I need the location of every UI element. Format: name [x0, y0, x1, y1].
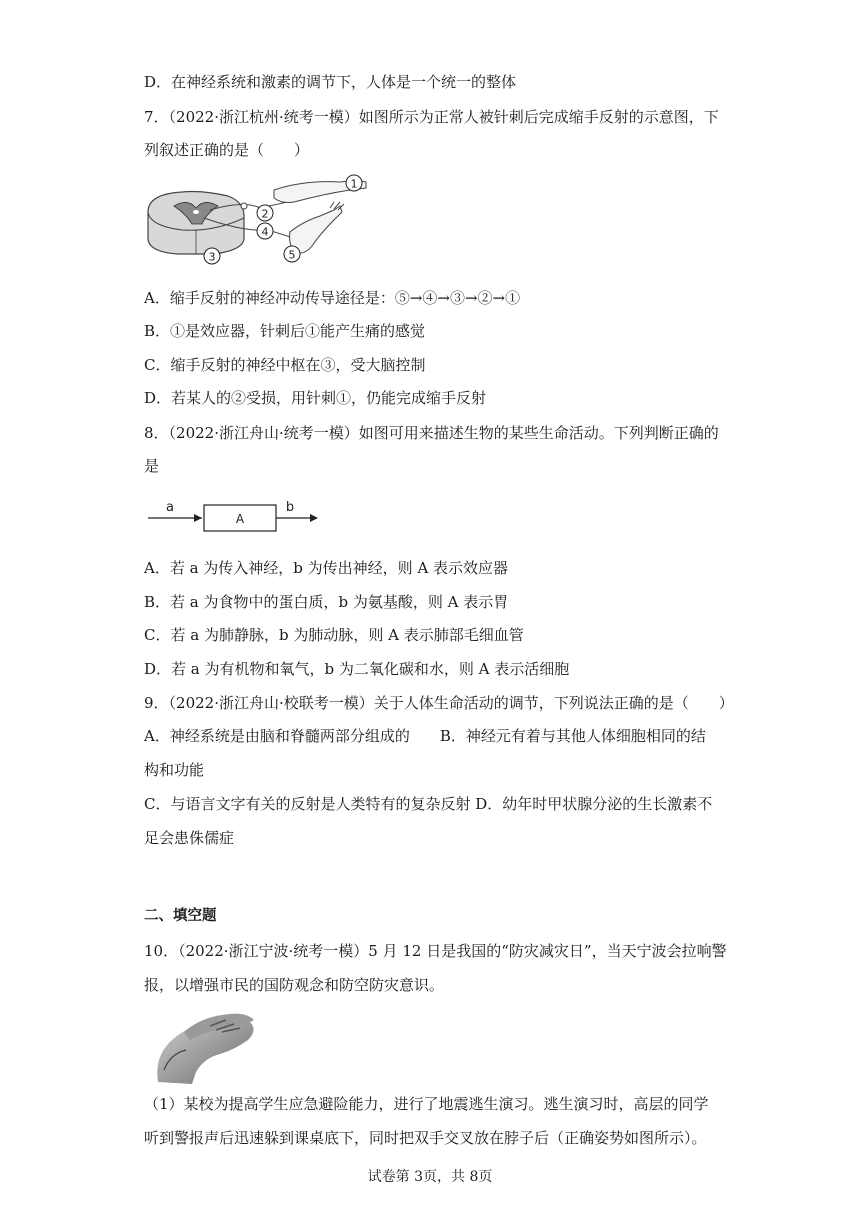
q10-stem-line-2: 报，以增强市民的国防观念和防空防灾意识。 — [144, 976, 445, 994]
q7-stem-line-2: 列叙述正确的是（ ） — [144, 141, 310, 159]
svg-text:2: 2 — [261, 207, 269, 221]
process-box-figure — [144, 496, 324, 536]
q9-options-line-3: C．与语言文字有关的反射是人类特有的复杂反射 D．幼年时甲状腺分泌的生长激素不 — [144, 795, 713, 813]
figure-label-a: a — [166, 500, 174, 515]
figure-label-4 — [257, 223, 273, 239]
figure-label-2 — [257, 205, 273, 221]
q9-stem: 9．（2022·浙江舟山·校联考一模）关于人体生命活动的调节，下列说法正确的是（ ） — [144, 694, 734, 712]
section-title-fill-in: 二、填空题 — [144, 908, 217, 924]
input-arrowhead — [194, 514, 202, 522]
q9-options-line-2: 构和功能 — [144, 761, 205, 779]
q9-options-line-1: A．神经系统是由脑和脊髓两部分组成的 B．神经元有着与其他人体细胞相同的结 — [144, 727, 706, 745]
q8-option-c: C．若 a 为肺静脉，b 为肺动脉，则 A 表示肺部毛细血管 — [144, 626, 524, 644]
svg-text:5: 5 — [288, 248, 296, 262]
q8-option-b: B．若 a 为食物中的蛋白质，b 为氨基酸，则 A 表示胃 — [144, 593, 509, 611]
output-arrowhead — [310, 514, 318, 522]
q10-sub1-line-2: 听到警报声后迅速躲到课桌底下，同时把双手交叉放在脖子后（正确姿势如图所示）。 — [144, 1129, 707, 1147]
q8-option-a: A．若 a 为传入神经，b 为传出神经，则 A 表示效应器 — [144, 559, 509, 577]
posture-photo — [150, 1010, 260, 1086]
figure-label-5 — [284, 246, 300, 262]
page-footer: 试卷第 3页，共 8页 — [367, 1169, 493, 1185]
q9-options-line-4: 足会患侏儒症 — [144, 829, 235, 847]
q6-option-d: D．在神经系统和激素的调节下，人体是一个统一的整体 — [144, 73, 517, 91]
reflex-arc-figure — [144, 172, 384, 268]
figure-label-box: A — [235, 512, 245, 526]
q10-stem-line-1: 10．（2022·浙江宁波·统考一模）5 月 12 日是我国的“防灾减灾日”，当天宁波会拉响警 — [144, 942, 727, 960]
q8-stem-line-2: 是 — [144, 457, 160, 475]
q8-option-d: D．若 a 为有机物和氧气，b 为二氧化碳和水，则 A 表示活细胞 — [144, 660, 570, 678]
q7-option-c: C．缩手反射的神经中枢在③，受大脑控制 — [144, 356, 426, 374]
figure-label-b: b — [285, 500, 295, 515]
svg-text:3: 3 — [208, 250, 216, 264]
figure-label-1 — [346, 175, 362, 191]
q7-option-a: A．缩手反射的神经冲动传导途径是：⑤→④→③→②→① — [144, 289, 521, 307]
spinal-cord-illustration — [148, 192, 244, 255]
q10-sub1-line-1: （1）某校为提高学生应急避险能力，进行了地震逃生演习。逃生演习时，高层的同学 — [144, 1095, 709, 1113]
q7-option-d: D．若某人的②受损，用针刺①，仍能完成缩手反射 — [144, 389, 487, 407]
q7-stem-line-1: 7．（2022·浙江杭州·统考一模）如图所示为正常人被针刺后完成缩手反射的示意图，下 — [144, 108, 719, 126]
figure-label-3 — [204, 248, 220, 264]
q7-option-b: B．①是效应器，针刺后①能产生痛的感觉 — [144, 322, 426, 340]
svg-text:4: 4 — [261, 225, 269, 239]
svg-text:1: 1 — [350, 177, 358, 191]
q8-stem-line-1: 8．（2022·浙江舟山·统考一模）如图可用来描述生物的某些生命活动。下列判断正确的 — [144, 424, 719, 442]
